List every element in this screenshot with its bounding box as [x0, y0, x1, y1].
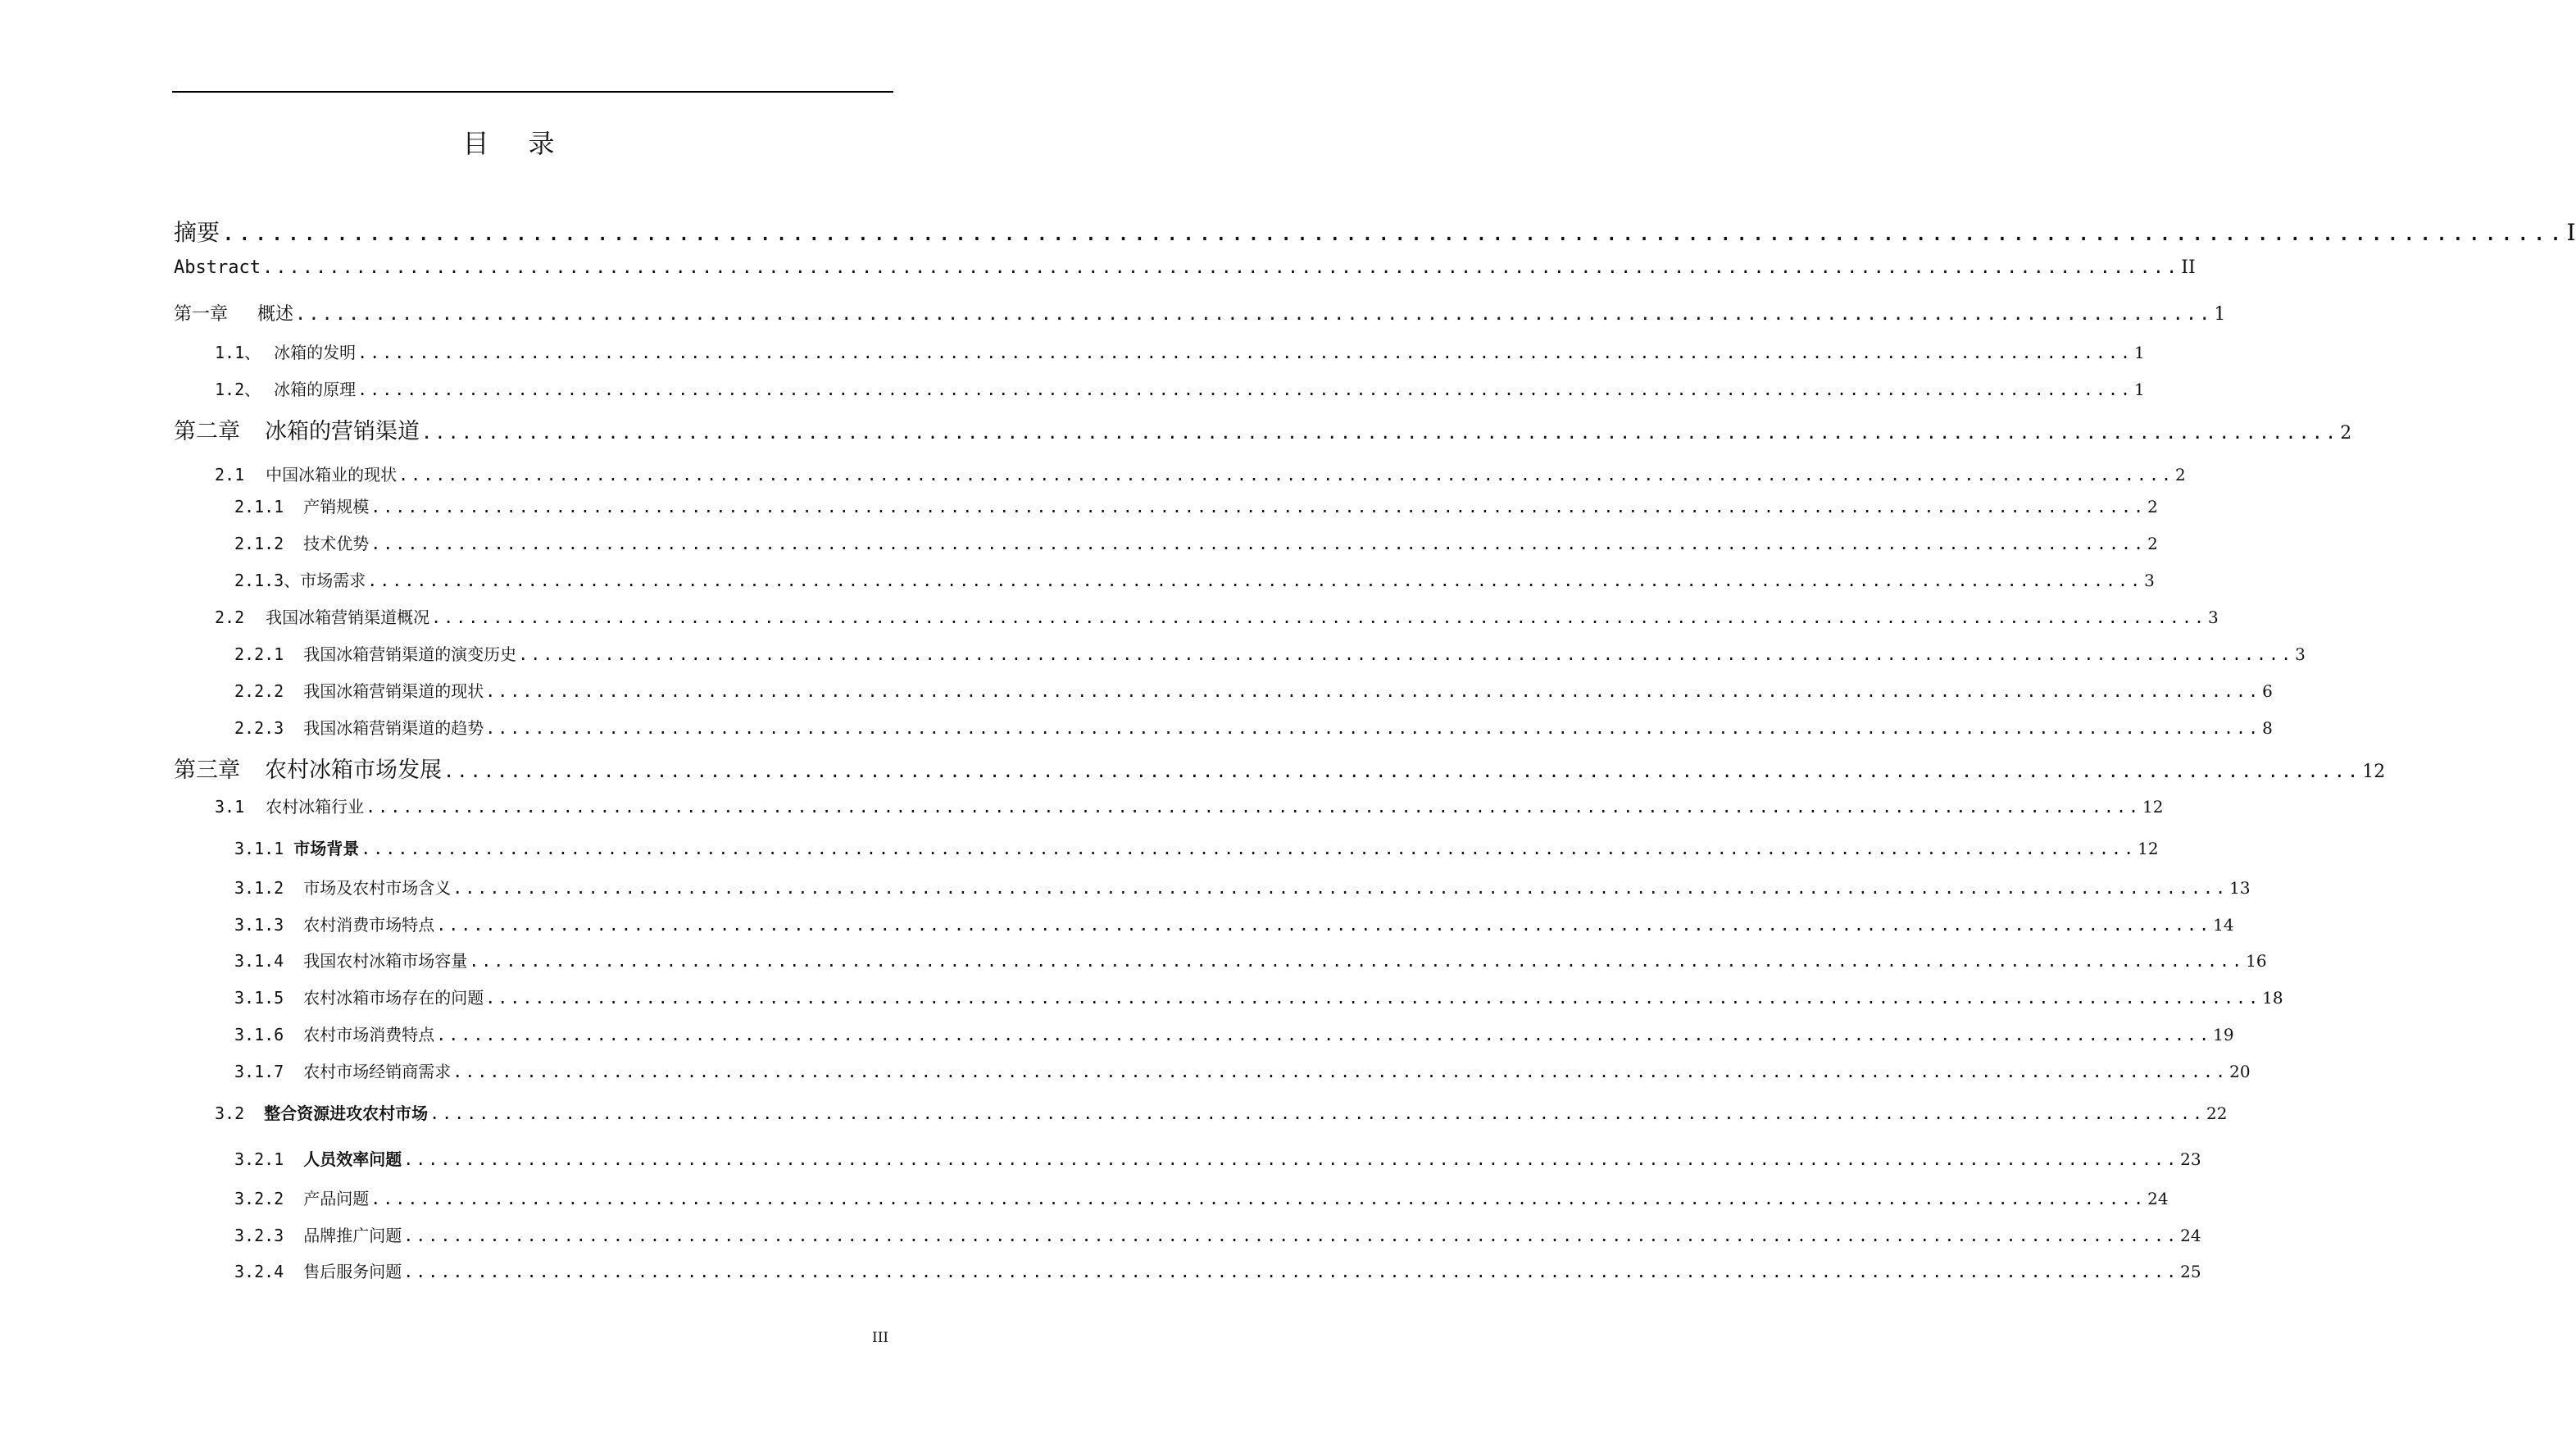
toc-entry-number: 2.2.3	[234, 718, 284, 738]
toc-entry-label: 农村冰箱市场存在的问题	[303, 988, 484, 1008]
toc-entry-label: 我国农村冰箱市场容量	[303, 951, 468, 971]
toc-entry[interactable]	[234, 1146, 2201, 1170]
toc-entry[interactable]	[215, 376, 2145, 400]
toc-entry-number: 3.2.2	[234, 1189, 284, 1208]
toc-leader: ................................................................................................................................................	[452, 1062, 2228, 1081]
toc-entry-page: 12	[2138, 839, 2159, 858]
toc-leader: ................................................................................................................................................	[361, 839, 2137, 858]
toc-leader: ................................................................................................................................................	[485, 681, 2261, 701]
toc-entry-number: 3.1.7	[234, 1062, 284, 1081]
toc-entry-page: 16	[2246, 951, 2267, 971]
toc-leader: ................................................................................................................................................	[370, 534, 2147, 553]
toc-entry[interactable]	[174, 215, 2576, 248]
toc-entry[interactable]	[215, 604, 2219, 628]
toc-entry-page: 2	[2147, 497, 2158, 516]
toc-leader: ................................................................................................................................................	[366, 797, 2142, 817]
toc-entry-label: 产品问题	[303, 1189, 370, 1208]
toc-entry[interactable]	[234, 641, 2306, 665]
toc-entry-label: Abstract	[174, 257, 261, 278]
toc-leader: ................................................................................................................................................	[443, 762, 2361, 782]
toc-leader: ................................................................................................................................................	[518, 644, 2294, 664]
toc-entry-number: 3.1.6	[234, 1025, 284, 1044]
toc-entry-number: 3.1	[215, 797, 245, 817]
toc-title-char-2: 录	[528, 128, 555, 159]
toc-entry-number: 2.1	[215, 465, 245, 485]
toc-leader: ................................................................................................................................................	[421, 423, 2339, 444]
toc-entry-page: 2	[2147, 534, 2158, 553]
toc-entry-number: 第三章	[174, 758, 240, 783]
toc-entry-number: 2.2.2	[234, 681, 284, 701]
toc-entry-page: 1	[2214, 304, 2226, 325]
toc-entry[interactable]	[234, 875, 2251, 899]
toc-entry-number: 第二章	[174, 419, 240, 444]
toc-entry-label: 人员效率问题	[303, 1149, 402, 1169]
toc-entry-number: 2.2	[215, 608, 245, 627]
toc-entry-page: 22	[2206, 1104, 2228, 1123]
toc-entry-number: 2.1.1	[234, 497, 284, 516]
toc-entry-label: 农村市场消费特点	[303, 1025, 435, 1044]
toc-entry-label: 冰箱的营销渠道	[265, 419, 420, 444]
toc-entry[interactable]	[174, 257, 2196, 278]
toc-entry-label: 市场需求	[300, 571, 366, 590]
toc-entry-label: 农村消费市场特点	[303, 915, 435, 935]
toc-entry-page: 2	[2175, 465, 2186, 485]
toc-entry-label: 我国冰箱营销渠道的现状	[303, 681, 484, 701]
toc-entry-page: 12	[2362, 762, 2386, 782]
toc-entry-label: 概述	[257, 304, 294, 325]
toc-entry-number: 3.2	[215, 1104, 245, 1123]
toc-entry[interactable]	[174, 752, 2386, 784]
toc-entry-page: II	[2181, 257, 2196, 278]
toc-entry[interactable]	[234, 1258, 2201, 1282]
toc-title-char-1: 目	[462, 128, 489, 159]
toc-leader: ................................................................................................................................................	[367, 571, 2143, 590]
toc-entry[interactable]	[215, 1100, 2228, 1124]
toc-entry-page: 13	[2229, 878, 2251, 898]
toc-leader: ................................................................................................................................................	[431, 608, 2207, 627]
toc-entry[interactable]	[234, 985, 2283, 1008]
toc-entry-page: 3	[2144, 571, 2155, 590]
toc-leader: ................................................................................................................................................	[485, 988, 2261, 1008]
toc-leader: ................................................................................................................................................	[403, 1149, 2179, 1169]
toc-entry-page: 25	[2180, 1262, 2201, 1281]
toc-entry[interactable]	[215, 462, 2186, 485]
toc-entry[interactable]	[174, 300, 2226, 325]
toc-entry-page: 1	[2134, 380, 2145, 399]
toc-entry-number: 1.1、	[215, 343, 261, 362]
toc-entry[interactable]	[234, 1185, 2169, 1209]
toc-entry-label: 市场及农村市场含义	[303, 878, 452, 898]
toc-entry-page: 19	[2213, 1025, 2234, 1044]
toc-entry-label: 冰箱的原理	[274, 380, 357, 399]
toc-entry-number: 2.2.1	[234, 644, 284, 664]
toc-entry-label: 农村冰箱市场发展	[265, 758, 442, 783]
toc-entry-page: 20	[2229, 1062, 2251, 1081]
toc-entry[interactable]	[234, 1222, 2201, 1246]
toc-entry-page: 2	[2340, 423, 2352, 444]
toc-leader: ................................................................................................................................................	[295, 304, 2213, 325]
toc-entry-page: 3	[2295, 644, 2306, 664]
toc-leader: ................................................................................................................................................	[261, 257, 2180, 278]
toc-entry-label: 我国冰箱营销渠道的演变历史	[303, 644, 517, 664]
toc-entry-page: I	[2566, 219, 2576, 246]
toc-entry[interactable]	[215, 339, 2145, 363]
toc-entry-number: 3.1.4	[234, 951, 284, 971]
toc-entry-number: 3.1.2	[234, 878, 284, 898]
toc-entry-number: 3.2.1	[234, 1149, 284, 1169]
toc-entry-label: 冰箱的发明	[274, 343, 357, 362]
toc-entry[interactable]	[234, 678, 2273, 702]
toc-entry-page: 8	[2262, 718, 2273, 738]
toc-entry[interactable]	[174, 413, 2352, 445]
toc-entry-label: 市场背景	[293, 839, 360, 858]
toc-entry-number: 3.1.3	[234, 915, 284, 935]
toc-leader: ................................................................................................................................................	[452, 878, 2228, 898]
toc-entry-number: 3.1.1	[234, 839, 284, 858]
toc-entry[interactable]	[234, 948, 2267, 972]
toc-entry-page: 24	[2147, 1189, 2169, 1208]
toc-entry-label: 我国冰箱营销渠道的趋势	[303, 718, 484, 738]
toc-entry-label: 技术优势	[303, 534, 370, 553]
toc-leader: ................................................................................................................................................	[429, 1104, 2206, 1123]
toc-entry[interactable]	[234, 912, 2234, 935]
toc-entry-label: 摘要	[174, 219, 220, 246]
toc-entry-page: 6	[2262, 681, 2273, 701]
toc-entry-number: 3.2.4	[234, 1262, 284, 1281]
toc-entry-number: 2.1.2	[234, 534, 284, 553]
toc-entry-label: 农村冰箱行业	[266, 797, 365, 817]
toc-leader: ................................................................................................................................................	[357, 380, 2133, 399]
toc-entry-number: 2.1.3、	[234, 571, 301, 590]
toc-entry-page: 14	[2213, 915, 2234, 935]
toc-entry-page: 18	[2262, 988, 2283, 1008]
toc-entry-label: 整合资源进攻农村市场	[264, 1104, 429, 1123]
toc-entry-page: 24	[2180, 1226, 2201, 1245]
toc-entry-label: 中国冰箱业的现状	[266, 465, 398, 485]
toc-entry[interactable]	[234, 567, 2155, 591]
toc-entry-page: 1	[2134, 343, 2145, 362]
toc-leader: ................................................................................................................................................	[221, 219, 2565, 246]
toc-leader: ................................................................................................................................................	[403, 1226, 2179, 1245]
toc-leader: ................................................................................................................................................	[436, 915, 2212, 935]
toc-entry-label: 我国冰箱营销渠道概况	[266, 608, 430, 627]
toc-entry-number: 1.2、	[215, 380, 261, 399]
toc-leader: ................................................................................................................................................	[469, 951, 2245, 971]
toc-leader: ................................................................................................................................................	[370, 497, 2147, 516]
toc-leader: ................................................................................................................................................	[436, 1025, 2212, 1044]
toc-entry-label: 产销规模	[303, 497, 370, 516]
toc-entry-number: 3.1.5	[234, 988, 284, 1008]
toc-leader: ................................................................................................................................................	[398, 465, 2174, 485]
toc-entry[interactable]	[234, 1022, 2234, 1045]
toc-entry-page: 23	[2180, 1149, 2201, 1169]
toc-entry[interactable]	[234, 1058, 2251, 1082]
toc-leader: ................................................................................................................................................	[370, 1189, 2147, 1208]
toc-entry-number: 第一章	[174, 304, 229, 325]
footer-page-number: III	[872, 1330, 889, 1346]
header-rule	[172, 91, 893, 93]
toc-entry[interactable]	[215, 794, 2164, 817]
toc-entry-page: 3	[2208, 608, 2219, 627]
toc-leader: ................................................................................................................................................	[357, 343, 2133, 362]
toc-entry[interactable]	[234, 835, 2159, 859]
toc-entry[interactable]	[234, 715, 2273, 739]
toc-entry-label: 品牌推广问题	[303, 1226, 402, 1245]
toc-entry-label: 农村市场经销商需求	[303, 1062, 452, 1081]
toc-entry[interactable]	[234, 530, 2158, 554]
toc-title	[0, 123, 1017, 161]
toc-entry-number: 3.2.3	[234, 1226, 284, 1245]
toc-entry-page: 12	[2142, 797, 2164, 817]
toc-leader: ................................................................................................................................................	[485, 718, 2261, 738]
toc-entry[interactable]	[234, 494, 2158, 517]
toc-leader: ................................................................................................................................................	[403, 1262, 2179, 1281]
toc-entry-label: 售后服务问题	[303, 1262, 402, 1281]
